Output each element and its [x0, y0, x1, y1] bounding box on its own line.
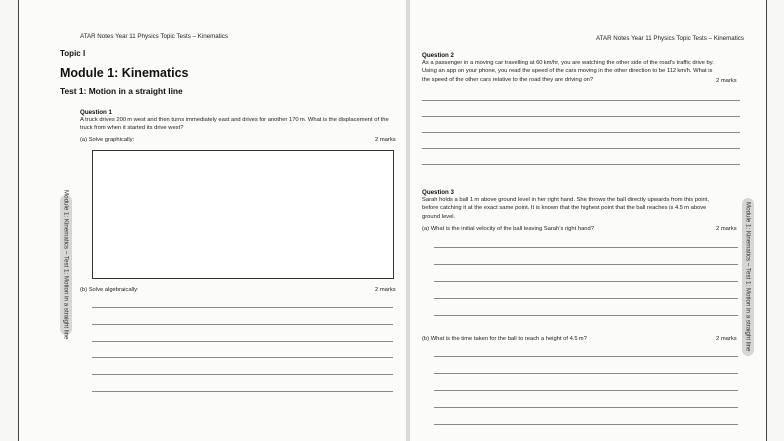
answer-line[interactable] — [434, 315, 738, 316]
question-3-title: Question 3 — [422, 189, 454, 196]
answer-line[interactable] — [434, 281, 738, 282]
left-side-tab-label: Module 1: Kinematics – Test 1: Motion in a straight line — [62, 190, 70, 340]
right-side-tab — [742, 198, 754, 356]
answer-line[interactable] — [434, 424, 738, 425]
answer-line[interactable] — [92, 391, 393, 392]
answer-line[interactable] — [434, 390, 738, 391]
question-1b-prompt: (b) Solve algebraically: — [80, 287, 139, 293]
question-1-text: A truck drives 200 m west and then turns immediately east and drives for another 170 m. What is the displacement of the truck from when it started its drive west? — [80, 117, 389, 132]
answer-line[interactable] — [92, 324, 393, 325]
answer-line[interactable] — [434, 298, 738, 299]
left-side-tab — [60, 190, 72, 340]
question-1-title: Question 1 — [80, 109, 112, 116]
left-page-header: ATAR Notes Year 11 Physics Topic Tests – Kinematics — [80, 33, 228, 40]
answer-line[interactable] — [434, 264, 738, 265]
answer-line[interactable] — [434, 247, 738, 248]
answer-line[interactable] — [92, 357, 393, 358]
question-3a-prompt: (a) What is the initial velocity of the ball leaving Sarah’s right hand? — [422, 226, 594, 232]
right-side-tab-label: Module 1: Kinematics – Test 1: Motion in a straight line — [744, 202, 752, 352]
question-3-text: Sarah holds a ball 1 m above ground level in her right hand. She throws the ball directly upwards from this point, before catching it at the exact same point. It is known that the highest point that the ball reaches is 4.5 m above ground level. — [422, 197, 709, 220]
answer-line[interactable] — [422, 116, 740, 117]
question-3b-marks: 2 marks — [716, 336, 737, 342]
question-3a-marks: 2 marks — [716, 226, 737, 232]
answer-line[interactable] — [92, 374, 393, 375]
answer-line[interactable] — [92, 341, 393, 342]
question-2-text: As a passenger in a moving car travelling at 60 km/hr, you are watching the other side of the road’s traffic drive by. Using an app on your phone, you read the speed of the cars moving in the other direction to be 112 km/h. What is the speed of the other cars relative to the road they are driving on? — [422, 60, 714, 83]
answer-line[interactable] — [422, 100, 740, 101]
answer-line[interactable] — [434, 356, 738, 357]
answer-line[interactable] — [422, 132, 740, 133]
question-2-title: Question 2 — [422, 52, 454, 59]
question-1a-marks: 2 marks — [375, 137, 396, 143]
question-3b-prompt: (b) What is the time taken for the ball to reach a height of 4.5 m? — [422, 336, 587, 342]
answer-line[interactable] — [434, 407, 738, 408]
test-title: Test 1: Motion in a straight line — [60, 86, 183, 96]
module-title: Module 1: Kinematics — [60, 66, 189, 80]
answer-line[interactable] — [422, 164, 740, 165]
right-page-header: ATAR Notes Year 11 Physics Topic Tests – Kinematics — [596, 35, 744, 42]
question-1a-prompt: (a) Solve graphically: — [80, 137, 135, 143]
answer-line[interactable] — [422, 148, 740, 149]
graphical-answer-box[interactable] — [92, 150, 394, 279]
topic-label: Topic I — [60, 49, 86, 58]
question-1b-marks: 2 marks — [375, 287, 396, 293]
answer-line[interactable] — [92, 307, 393, 308]
question-2-marks: 2 marks — [716, 78, 737, 84]
answer-line[interactable] — [434, 373, 738, 374]
